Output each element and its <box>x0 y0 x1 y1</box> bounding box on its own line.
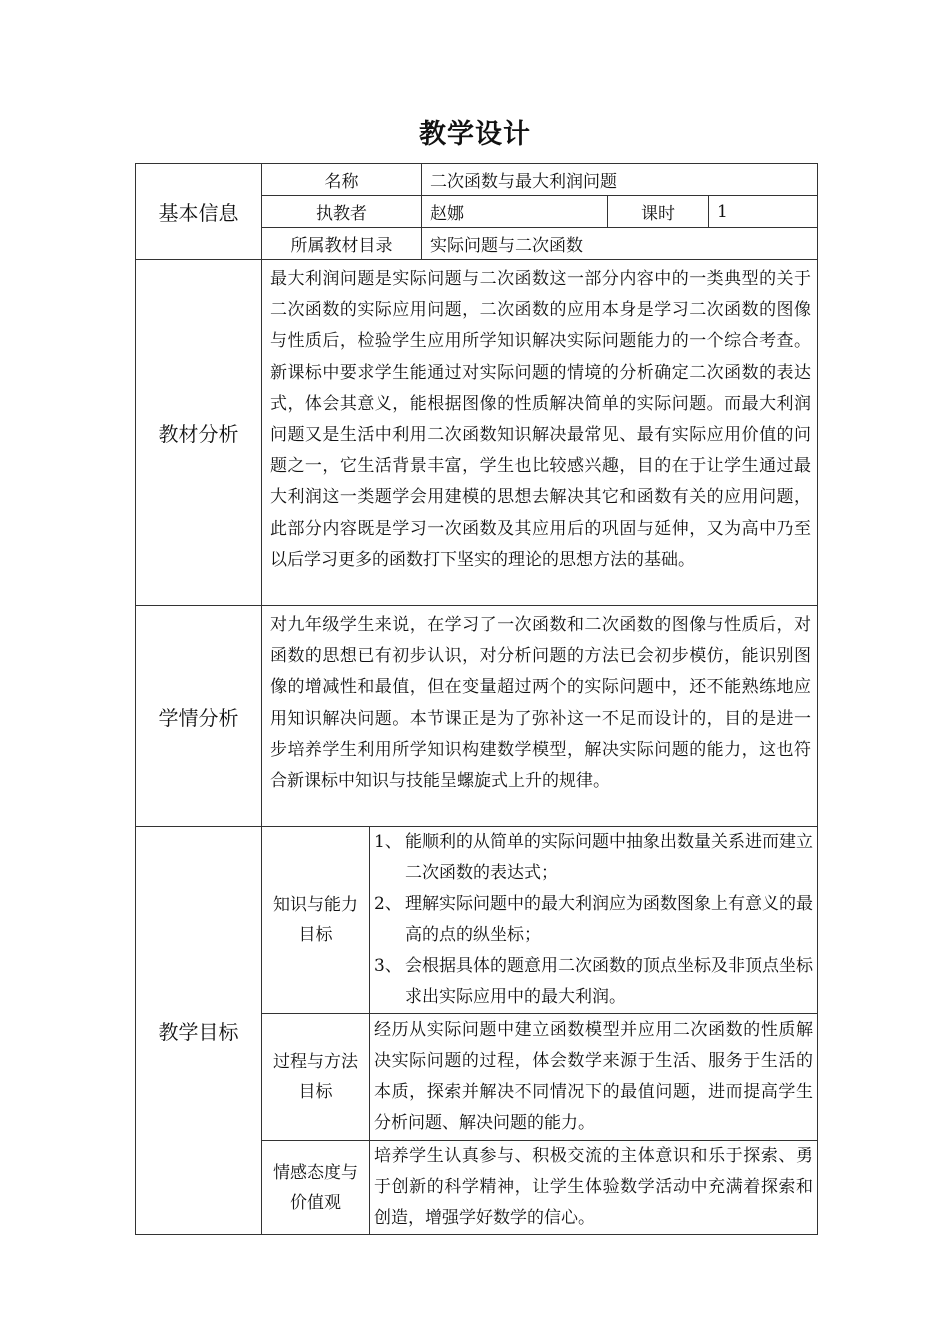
document-title: 教学设计 <box>419 119 531 150</box>
period-value: 1 <box>709 196 818 228</box>
list-item <box>374 827 813 889</box>
teacher-value: 赵娜 <box>422 196 608 228</box>
list-item-text: 会根据具体的题意用二次函数的顶点坐标及非顶点坐标求出实际应用中的最大利润。 <box>405 956 814 1007</box>
list-item-number: 2、 <box>374 894 402 914</box>
process-goal-label: 过程与方法目标 <box>262 1014 370 1141</box>
list-item-number: 3、 <box>374 956 402 976</box>
list-item <box>374 951 813 1013</box>
knowledge-goal-list <box>370 827 818 1014</box>
knowledge-goal-label: 知识与能力目标 <box>262 827 370 1014</box>
emotion-goal-text: 培养学生认真参与、积极交流的主体意识和乐于探索、勇于创新的科学精神，让学生体验数学活动中充满着探索和创造，增强学好数学的信心。 <box>370 1141 818 1235</box>
textbook-analysis-text: 最大利润问题是实际问题与二次函数这一部分内容中的一类典型的关于二次函数的实际应用问题，二次函数的应用本身是学习二次函数的图像与性质后，检验学生应用所学知识解决实际问题能力的一个综合考查。新课标中要求学生能通过对实际问题的情境的分析确定二次函数的表达式，体会其意义，能根据图像的性质解决简单的实际问题。而最大利润问题又是生活中利用二次函数知识解决最常见、最有实际应用价值的问题之一，它生活背景丰富，学生也比较感兴趣，目的在于让学生通过最大利润这一类题学会用建模的思想去解决其它和函数有关的应用问题，此部分内容既是学习一次函数及其应用后的巩固与延伸，又为高中乃至以后学习更多的函数打下坚实的理论的思想方法的基础。 <box>262 260 818 606</box>
student-analysis-label: 学情分析 <box>136 606 262 827</box>
basic-info-label: 基本信息 <box>136 164 262 260</box>
period-label: 课时 <box>608 196 709 228</box>
teacher-label: 执教者 <box>262 196 422 228</box>
name-label: 名称 <box>262 164 422 196</box>
name-value: 二次函数与最大利润问题 <box>422 164 818 196</box>
emotion-goal-label: 情感态度与价值观 <box>262 1141 370 1235</box>
lesson-design-table <box>135 163 818 1235</box>
student-analysis-text: 对九年级学生来说，在学习了一次函数和二次函数的图像与性质后，对函数的思想已有初步认识，对分析问题的方法已会初步模仿，能识别图像的增减性和最值，但在变量超过两个的实际问题中，还不能熟练地应用知识解决问题。本节课正是为了弥补这一不足而设计的，目的是进一步培养学生利用所学知识构建数学模型，解决实际问题的能力，这也符合新课标中知识与技能呈螺旋式上升的规律。 <box>262 606 818 827</box>
list-item-number: 1、 <box>374 832 402 852</box>
process-goal-text: 经历从实际问题中建立函数模型并应用二次函数的性质解决实际问题的过程，体会数学来源于生活、服务于生活的本质，探索并解决不同情况下的最值问题，进而提高学生分析问题、解决问题的能力。 <box>370 1014 818 1141</box>
list-item <box>374 889 813 951</box>
textbook-analysis-label: 教材分析 <box>136 260 262 606</box>
list-item-text: 理解实际问题中的最大利润应为函数图象上有意义的最高的点的纵坐标； <box>405 894 814 945</box>
catalog-label: 所属教材目录 <box>262 228 422 260</box>
catalog-value: 实际问题与二次函数 <box>422 228 818 260</box>
teaching-goals-label: 教学目标 <box>136 827 262 1235</box>
list-item-text: 能顺利的从简单的实际问题中抽象出数量关系进而建立二次函数的表达式； <box>405 832 814 883</box>
